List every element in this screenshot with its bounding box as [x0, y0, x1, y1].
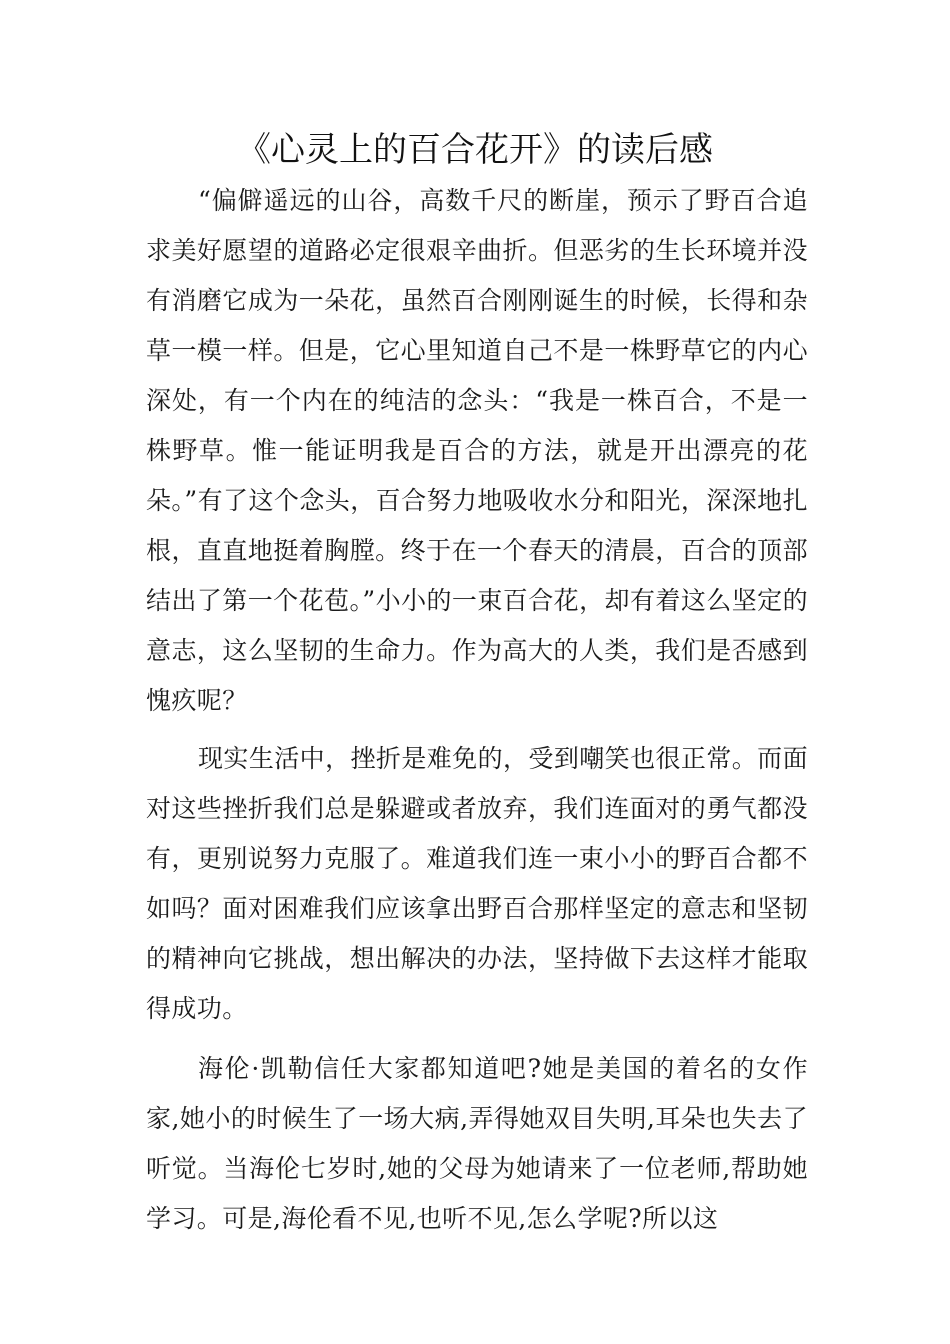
page-title: 《心灵上的百合花开》的读后感	[237, 130, 713, 170]
paragraph-2: 现实生活中，挫折是难免的，受到嘲笑也很正常。而面对这些挫折我们总是躲避或者放弃，我们连面对的勇气都没有，更别说努力克服了。难道我们连一束小小的野百合都不如吗？面对困难我们应该拿出野百合那样坚定的意志和坚韧的精神向它挑战，想出解决的办法，坚持做下去这样才能取得成功。	[146, 744, 808, 1023]
document-body	[146, 176, 808, 1244]
paragraph-1: “偏僻遥远的山谷，高数千尺的断崖，预示了野百合追求美好愿望的道路必定很艰辛曲折。但恶劣的生长环境并没有消磨它成为一朵花，虽然百合刚刚诞生的时候，长得和杂草一模一样。但是，它心里知道自己不是一株野草它的内心深处，有一个内在的纯洁的念头：“我是一株百合，不是一株野草。惟一能证明我是百合的方法，就是开出漂亮的花朵。”有了这个念头，百合努力地吸收水分和阳光，深深地扎根，直直地挺着胸膛。终于在一个春天的清晨，百合的顶部结出了第一个花苞。”小小的一束百合花，却有着这么坚定的意志，这么坚韧的生命力。作为高大的人类，我们是否感到愧疚呢？	[146, 186, 808, 715]
paragraph-3: 海伦·凯勒信任大家都知道吧?她是美国的着名的女作家,她小的时候生了一场大病,弄得她双目失明,耳朵也失去了听觉。当海伦七岁时,她的父母为她请来了一位老师,帮助她学习。可是,海伦看不见,也听不见,怎么学呢?所以这	[146, 1054, 808, 1233]
